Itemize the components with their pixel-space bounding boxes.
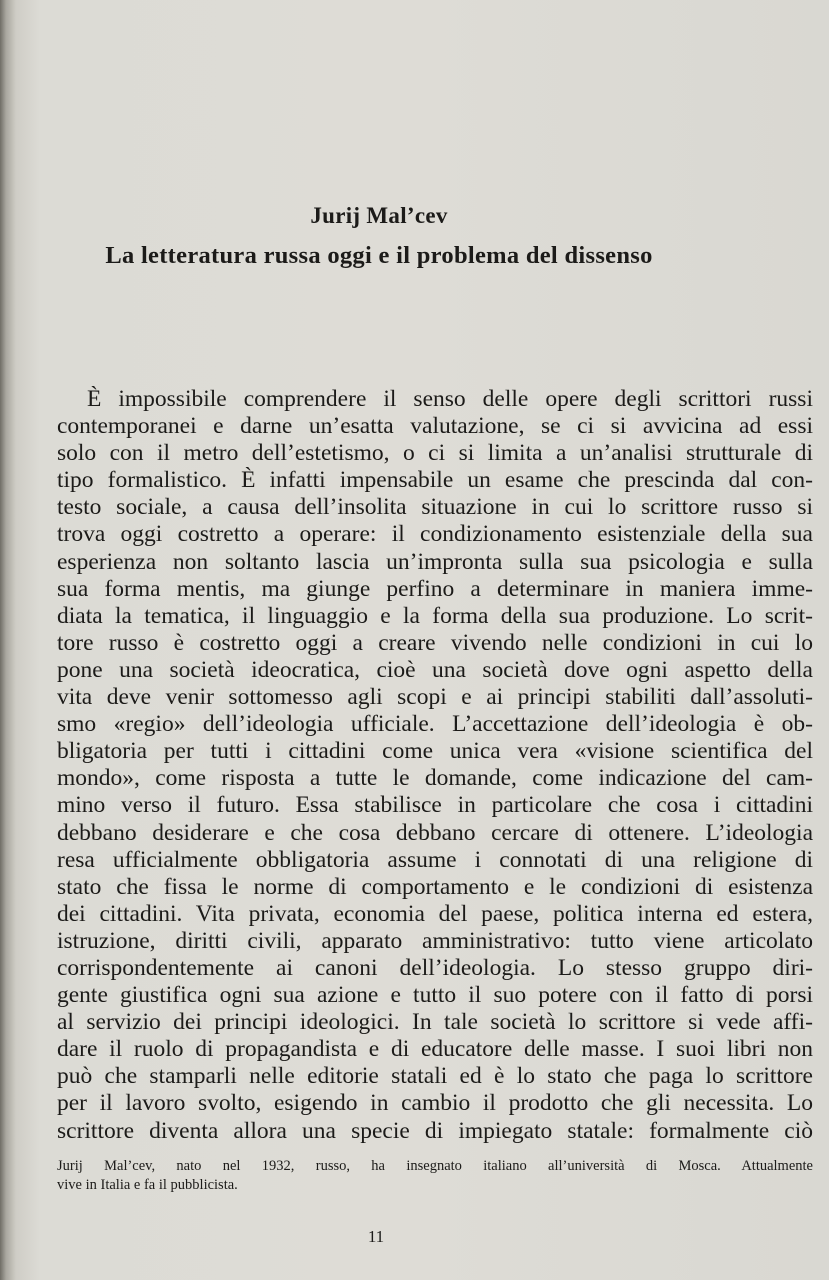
footnote xyxy=(57,1157,813,1195)
body-line: istruzione, diritti civili, apparato amministrativo: tutto viene articolato xyxy=(57,927,813,954)
body-line: vita deve venir sottomesso agli scopi e ai principi stabiliti dall’assoluti- xyxy=(57,684,813,711)
page-number: 11 xyxy=(367,1227,385,1246)
body-line: pone una società ideocratica, cioè una società dove ogni aspetto della xyxy=(57,656,813,683)
body-line: mino verso il futuro. Essa stabilisce in particolare che cosa i cittadini xyxy=(57,792,813,819)
footnote-line: Jurij Mal’cev, nato nel 1932, russo, ha insegnato italiano all’università di Mosca. Attualmente xyxy=(57,1158,813,1174)
body-line: dare il ruolo di propagandista e di educatore delle masse. I suoi libri non xyxy=(57,1036,813,1063)
body-line: diata la tematica, il linguaggio e la forma della sua produzione. Lo scrit- xyxy=(57,602,813,629)
body-line: debbano desiderare e che cosa debbano cercare di ottenere. L’ideologia xyxy=(57,819,813,846)
body-line: trova oggi costretto a operare: il condizionamento esistenziale della sua xyxy=(57,521,813,548)
footnote-line: vive in Italia e fa il pubblicista. xyxy=(57,1177,238,1193)
body-line: sua forma mentis, ma giunge perfino a determinare in maniera imme- xyxy=(57,575,813,602)
body-text xyxy=(57,386,813,1145)
body-line: testo sociale, a causa dell’insolita situazione in cui lo scrittore russo si xyxy=(57,494,813,521)
body-line: È impossibile comprendere il senso delle opere degli scrittori russi xyxy=(87,386,813,412)
body-line: resa ufficialmente obbligatoria assume i connotati di una religione di xyxy=(57,846,813,873)
body-line: contemporanei e darne un’esatta valutazione, se ci si avvicina ad essi xyxy=(57,413,813,440)
body-line: può che stamparli nelle editorie statali ed è lo stato che paga lo scrittore xyxy=(57,1063,813,1090)
chapter-title: La letteratura russa oggi e il problema del dissenso xyxy=(105,242,653,269)
author-name: Jurij Mal’cev xyxy=(310,203,448,228)
body-line: stato che fissa le norme di comportamento e le condizioni di esistenza xyxy=(57,873,813,900)
body-line: tore russo è costretto oggi a creare vivendo nelle condizioni in cui lo xyxy=(57,629,813,656)
body-line: esperienza non soltanto lascia un’impronta sulla sua psicologia e sulla xyxy=(57,548,813,575)
body-line: scrittore diventa allora una specie di impiegato statale: formalmente ciò xyxy=(57,1117,813,1144)
body-line: corrispondentemente ai canoni dell’ideologia. Lo stesso gruppo diri- xyxy=(57,954,813,981)
body-line: tipo formalistico. È infatti impensabile un esame che prescinda dal con- xyxy=(57,467,813,494)
body-line: mondo», come risposta a tutte le domande, come indicazione del cam- xyxy=(57,765,813,792)
body-line: solo con il metro dell’estetismo, o ci si limita a un’analisi strutturale di xyxy=(57,440,813,467)
body-line: dei cittadini. Vita privata, economia del paese, politica interna ed estera, xyxy=(57,900,813,927)
body-line: per il lavoro svolto, esigendo in cambio il prodotto che gli necessita. Lo xyxy=(57,1090,813,1117)
body-line: al servizio dei principi ideologici. In tale società lo scrittore si vede affi- xyxy=(57,1009,813,1036)
body-line: smo «regio» dell’ideologia ufficiale. L’accettazione dell’ideologia è ob- xyxy=(57,711,813,738)
body-line: bligatoria per tutti i cittadini come unica vera «visione scientifica del xyxy=(57,738,813,765)
body-line: gente giustifica ogni sua azione e tutto il suo potere con il fatto di porsi xyxy=(57,982,813,1009)
